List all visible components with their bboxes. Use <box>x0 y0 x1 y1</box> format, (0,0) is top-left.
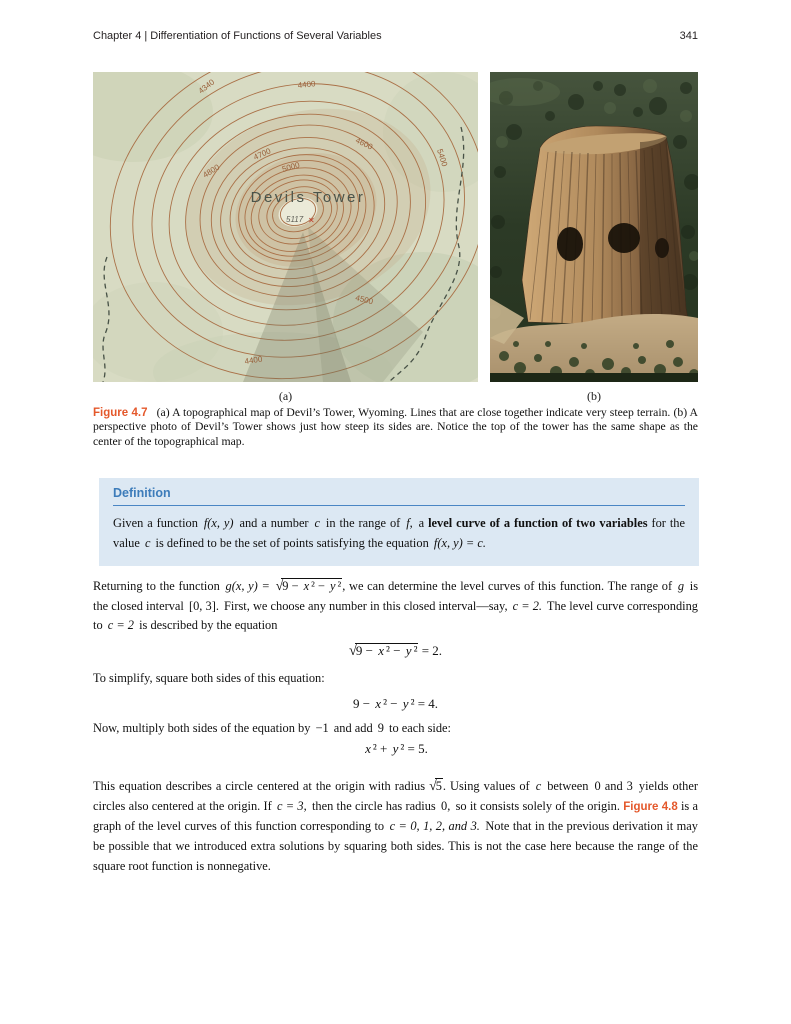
contour-label: 5400 <box>435 147 450 168</box>
body-text: so it consists solely of the origin. <box>452 798 624 813</box>
body-text: yields other circles also centered at the origin. If <box>93 779 698 813</box>
body-text: . Using values of <box>442 779 534 793</box>
math-inline: c = 2 <box>107 618 135 633</box>
math-inline: c <box>144 536 151 550</box>
contour-label: 4340 <box>196 77 217 96</box>
math-inline: f, <box>406 516 413 530</box>
contour-label: 4700 <box>252 146 273 162</box>
math-inline: g(x, y) = <box>225 579 274 593</box>
spot-elevation-label: 5117 <box>286 215 304 224</box>
radicand: 9 − x ² − y ² <box>282 579 342 593</box>
math-inline: c <box>314 516 320 530</box>
equation-squared: 9 − x ² − y ² = 4. <box>352 696 439 711</box>
body-text: , we can determine the level curves of this function. The range of <box>342 579 676 593</box>
figure-caption-tag: Figure 4.7 <box>93 407 148 419</box>
radical-icon: √ <box>429 779 437 794</box>
contour-label: 4400 <box>244 354 263 366</box>
tower-photo-image <box>490 72 698 382</box>
topo-map-svg <box>93 72 478 382</box>
radical-icon: √ <box>348 643 357 659</box>
math-inline: g <box>677 579 685 593</box>
math-inline: 9 <box>377 721 384 735</box>
topo-map-image <box>93 72 478 382</box>
page-header <box>93 30 698 42</box>
math-inline: c = 0, 1, 2, and 3. <box>389 819 480 834</box>
paragraph-circle-description <box>93 777 698 877</box>
paragraph-level-curves <box>93 577 698 636</box>
body-text: and add <box>330 721 376 735</box>
definition-box <box>99 478 699 566</box>
body-text: This equation describes a circle centered at the origin with radius <box>93 779 430 793</box>
math-inline: 0, <box>441 798 451 813</box>
math-inline: c = 3, <box>277 798 307 813</box>
definition-text: in the range of <box>321 516 405 530</box>
definition-term: level curve of a function of two variables <box>428 516 648 530</box>
running-head: Chapter 4 | Differentiation of Functions of Several Variables <box>93 30 382 42</box>
body-text: to each side: <box>385 721 451 735</box>
math-inline: −1 <box>315 721 329 735</box>
definition-text: for the value <box>113 516 685 550</box>
body-text: is a graph of the level curves of this function corresponding to <box>93 798 698 834</box>
body-text: Returning to the function <box>93 579 224 593</box>
contour-label: 4500 <box>354 293 374 307</box>
definition-heading: Definition <box>113 486 685 506</box>
step-text-simplify: To simplify, square both sides of this equation: <box>93 671 325 685</box>
contour-label: 4400 <box>297 79 316 90</box>
figure-4-8-reference: Figure 4.8 <box>623 800 678 813</box>
equation-sqrt <box>93 643 698 660</box>
definition-body <box>113 513 685 553</box>
math-inline: [0, 3]. <box>188 598 219 613</box>
map-title-label: Devils Tower <box>250 189 366 206</box>
math-inline: f(x, y) = c. <box>433 536 486 550</box>
tower-photo-svg <box>490 72 698 382</box>
contour-label: 4800 <box>201 162 222 180</box>
radicand: 9 − x ² − y ² <box>355 643 418 658</box>
definition-text: Given a function <box>113 516 202 530</box>
definition-text: a <box>414 516 429 530</box>
body-text: is the closed interval <box>93 579 699 613</box>
radical-icon: √ <box>275 579 284 594</box>
body-text: The level curve corresponding to <box>93 598 698 633</box>
definition-text: and a number <box>235 516 313 530</box>
contour-label: 5000 <box>281 160 301 174</box>
definition-text: is defined to be the set of points satisfying the equation <box>152 536 432 550</box>
math-inline: 0 and 3 <box>594 779 633 793</box>
body-text: between <box>543 779 593 793</box>
math-inline: c <box>535 779 542 793</box>
spot-elevation-marker: ✕ <box>308 216 315 225</box>
body-text: Note that in the previous derivation it may be possible that we introduced extra solutions by squaring both sides. This is not the case here because the range of the square root function is nonnegative. <box>93 819 698 873</box>
page-number: 341 <box>679 30 698 42</box>
body-text: is described by the equation <box>136 618 278 633</box>
equation-rhs: = 2. <box>418 643 443 658</box>
figure-caption-text: (a) A topographical map of Devil’s Tower, Wyoming. Lines that are close together indicate very steep terrain. (b) A perspective photo of Devil’s Tower shows just how steep its sides are. Notice the top of the tower has the same shape as the center of the topographical map. <box>93 406 698 448</box>
body-text: Now, multiply both sides of the equation by <box>93 721 314 735</box>
step-text-multiply <box>93 721 698 736</box>
equation-circle: x ² + y ² = 5. <box>365 741 428 756</box>
photo-bottom-band <box>490 373 698 382</box>
figure-caption <box>93 406 698 449</box>
body-text: then the circle has radius <box>308 798 440 813</box>
figure-panel-b-label: (b) <box>587 389 601 403</box>
contour-label: 4600 <box>354 135 375 152</box>
math-inline: c = 2. <box>512 598 543 613</box>
figure-panel-a-label: (a) <box>278 389 293 403</box>
math-inline: f(x, y) <box>203 516 234 530</box>
radicand: 5 <box>435 779 442 793</box>
body-text: First, we choose any number in this closed interval—say, <box>220 598 511 613</box>
